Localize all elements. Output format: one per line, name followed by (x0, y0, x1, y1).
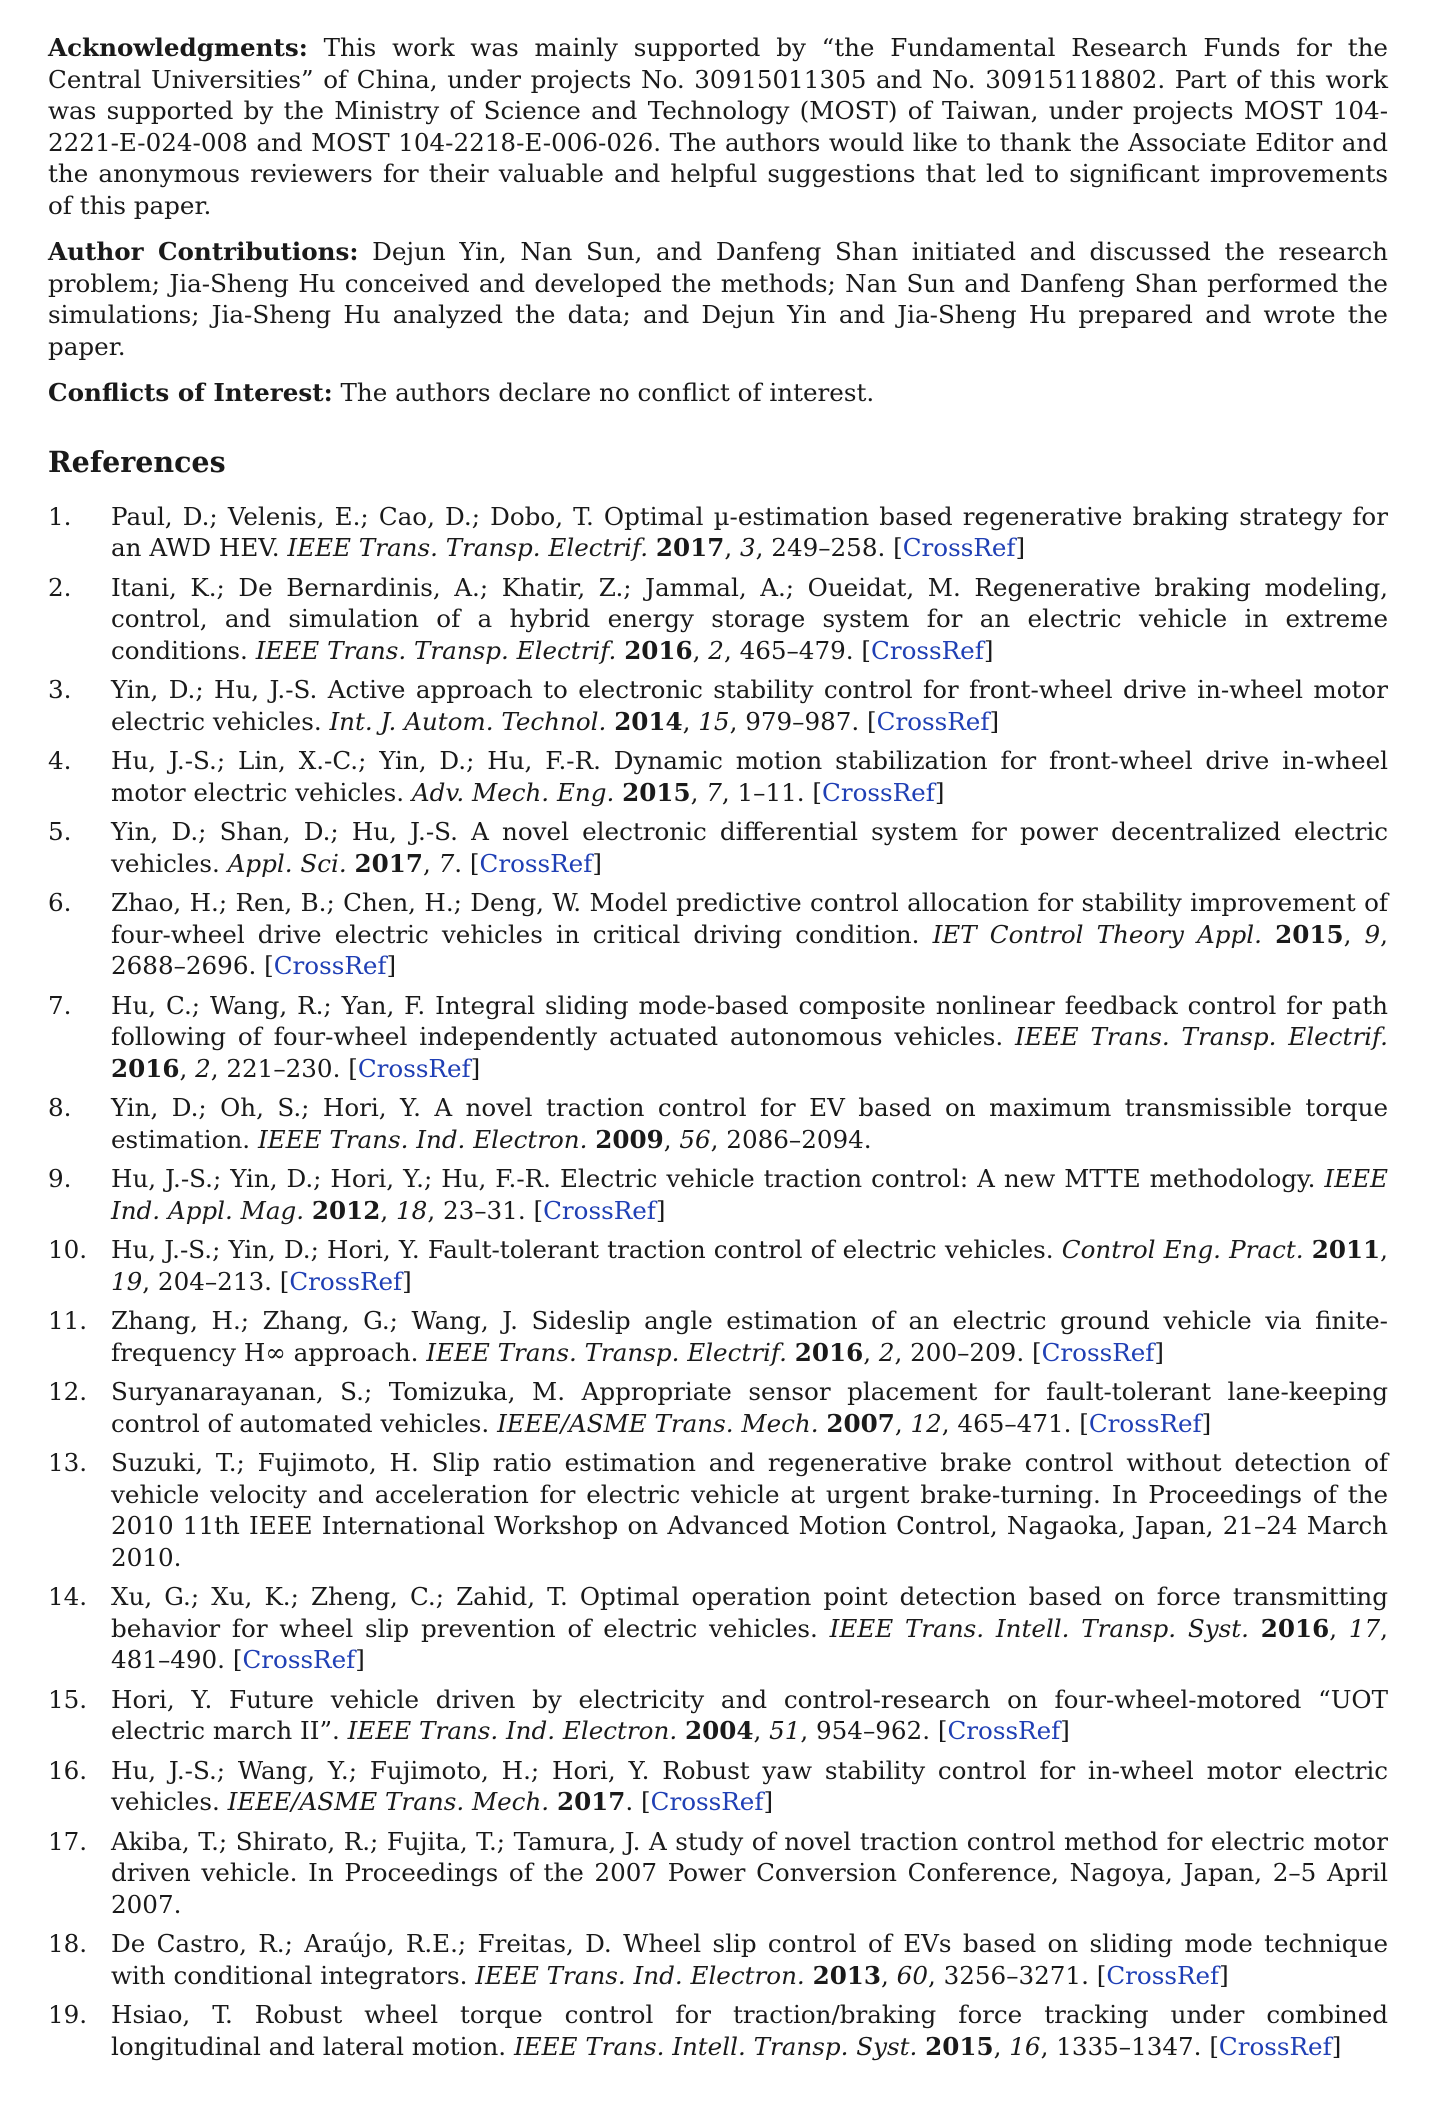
reference-year: 2009 (595, 1124, 664, 1154)
reference-year: 2012 (311, 1195, 381, 1225)
crossref-bracket: [ (264, 951, 274, 980)
reference-item: 10. Hu, J.-S.; Yin, D.; Hori, Y. Fault-tolerant traction control of electric vehicles. Control Eng. Pract. 2011, 19, 204–213. [CrossRef] (48, 1235, 1388, 1296)
reference-number: 14. (48, 1582, 88, 1611)
reference-number: 18. (48, 1929, 88, 1958)
reference-number: 2. (48, 572, 72, 602)
crossref-link[interactable]: CrossRef (650, 1787, 764, 1816)
reference-year: 2016 (624, 635, 693, 665)
author-contributions-paragraph (48, 236, 1388, 362)
reference-item: 4. Hu, J.-S.; Lin, X.-C.; Yin, D.; Hu, F.-R. Dynamic motion stabilization for front-wheel drive in-wheel motor electric vehicles. Adv. Mech. Eng. 2015, 7, 1–11. [CrossRef] (48, 746, 1388, 807)
reference-number: 7. (48, 990, 72, 1020)
reference-pages: , 954–962. (800, 1716, 938, 1745)
reference-year: 2015 (622, 777, 691, 807)
reference-number: 16. (48, 1755, 88, 1785)
reference-journal: IEEE Ind. Appl. Mag. (111, 1164, 1388, 1225)
reference-journal: Adv. Mech. Eng. (411, 777, 615, 807)
reference-text: Yin, D.; Hu, J.-S. Active approach to electronic stability control for front-wheel drive in-wheel motor electric vehicles. (111, 675, 1388, 736)
crossref-link[interactable]: CrossRef (357, 1053, 471, 1083)
reference-number: 4. (48, 746, 72, 775)
crossref-bracket: [ (1096, 1960, 1107, 1990)
author-contributions-label: Author Contributions: (48, 237, 359, 266)
reference-year: 2017 (655, 533, 725, 562)
crossref-bracket: [ (1079, 1408, 1089, 1438)
reference-year: 2017 (556, 1787, 626, 1816)
reference-item: 14. Xu, G.; Xu, K.; Zheng, C.; Zahid, T. Optimal operation point detection based on force transmitting behavior for wheel slip prevention of electric vehicles. IEEE Trans. Intell. Transp. Syst. 2016, 17, 481–490. [CrossRef] (48, 1582, 1388, 1674)
crossref-bracket: ] (1060, 1716, 1070, 1745)
crossref-bracket: ] (355, 1645, 365, 1674)
crossref-link[interactable]: CrossRef (273, 951, 387, 980)
crossref-bracket: ] (1201, 1408, 1212, 1438)
reference-volume: 51 (769, 1716, 801, 1745)
reference-text: Yin, D.; Shan, D.; Hu, J.-S. A novel electronic differential system for power decentralized electric vehicles. (111, 817, 1388, 878)
reference-item: 6. Zhao, H.; Ren, B.; Chen, H.; Deng, W. Model predictive control allocation for stability improvement of four-wheel drive electric vehicles in critical driving condition. IET Control Theory Appl. 2015, 9, 2688–2696. [CrossRef] (48, 888, 1388, 980)
crossref-bracket: ] (983, 635, 994, 665)
crossref-bracket: ] (655, 1195, 666, 1225)
reference-number: 5. (48, 817, 72, 846)
reference-year: 2016 (794, 1337, 864, 1367)
reference-text: Hu, C.; Wang, R.; Yan, F. Integral sliding mode-based composite nonlinear feedback control for path following of four-wheel independently actuated autonomous vehicles. (111, 990, 1388, 1051)
references-list (48, 501, 1388, 2063)
crossref-link[interactable]: CrossRef (543, 1195, 656, 1225)
crossref-link[interactable]: CrossRef (479, 848, 593, 878)
acknowledgments-text: This work was mainly supported by “the Fundamental Research Funds for the Central Universities” of China, under projects No. 30915011305 and No. 30915118802. Part of this work was supported by the Ministry of Science and Technology (MOST) of Taiwan, under projects MOST 104-2221-E-024-008 and MOST 104-2218-E-006-026. The authors would like to thank the Associate Editor and the anonymous reviewers for their valuable and helpful suggestions that led to significant improvements of this paper. (48, 33, 1388, 220)
reference-pages: , 3256–3271. (927, 1960, 1097, 1990)
reference-item: 15. Hori, Y. Future vehicle driven by electricity and control-research on four-wheel-motored “UOT electric march II”. IEEE Trans. Ind. Electron. 2004, 51, 954–962. [CrossRef] (48, 1684, 1388, 1745)
reference-year: 2007 (826, 1408, 895, 1438)
reference-item: 2. Itani, K.; De Bernardinis, A.; Khatir, Z.; Jammal, A.; Oueidat, M. Regenerative braking modeling, control, and simulation of a hybrid energy storage system for an electric vehicle in extreme conditions. IEEE Trans. Transp. Electrif. 2016, 2, 465–479. [CrossRef] (48, 572, 1388, 665)
reference-volume: 3 (740, 533, 756, 562)
reference-volume: 7 (438, 848, 455, 878)
reference-text: Hu, J.-S.; Wang, Y.; Fujimoto, H.; Hori, Y. Robust yaw stability control for in-wheel motor electric vehicles. (111, 1755, 1388, 1816)
reference-text: Akiba, T.; Shirato, R.; Fujita, T.; Tamura, J. A study of novel traction control method for electric motor driven vehicle. In Proceedings of the 2007 Power Conversion Conference, Nagoya, Japan, 2–5 April 2007. (111, 1826, 1388, 1919)
reference-text: Hu, J.-S.; Yin, D.; Hori, Y.; Hu, F.-R. Electric vehicle traction control: A new MTTE methodology. (111, 1164, 1325, 1193)
reference-pages: , 465–479. (723, 635, 862, 665)
crossref-bracket: [ (1209, 2031, 1219, 2061)
crossref-link[interactable]: CrossRef (1106, 1960, 1220, 1990)
acknowledgments-paragraph (48, 32, 1388, 221)
reference-pages: , 2086–2094. (710, 1124, 872, 1154)
reference-pages: , 481–490. (111, 1613, 1388, 1674)
crossref-bracket: ] (1331, 2031, 1342, 2061)
reference-number: 19. (48, 2000, 88, 2029)
reference-number: 12. (48, 1377, 88, 1406)
reference-number: 3. (48, 675, 72, 704)
reference-item: 3. Yin, D.; Hu, J.-S. Active approach to electronic stability control for front-wheel drive in-wheel motor electric vehicles. Int. J. Autom. Technol. 2014, 15, 979–987. [CrossRef] (48, 675, 1388, 736)
crossref-bracket: ] (1219, 1960, 1229, 1990)
crossref-bracket: [ (893, 533, 903, 562)
reference-journal: IEEE Trans. Intell. Transp. Syst. (829, 1613, 1249, 1643)
reference-item: 5. Yin, D.; Shan, D.; Hu, J.-S. A novel electronic differential system for power decentralized electric vehicles. Appl. Sci. 2017, 7. [CrossRef] (48, 817, 1388, 878)
reference-number: 13. (48, 1448, 88, 1477)
reference-year: 2014 (614, 706, 683, 736)
crossref-bracket: [ (533, 1195, 544, 1225)
reference-pages: , 221–230. (210, 1053, 349, 1083)
reference-year: 2013 (812, 1960, 882, 1990)
reference-number: 15. (48, 1684, 88, 1714)
reference-text: Yin, D.; Oh, S.; Hori, Y. A novel traction control for EV based on maximum transmissible torque estimation. (111, 1093, 1388, 1154)
reference-number: 11. (48, 1306, 88, 1335)
reference-journal: Control Eng. Pract. (1061, 1235, 1304, 1264)
crossref-bracket: ] (592, 848, 602, 878)
conflicts-label: Conflicts of Interest: (48, 378, 333, 407)
crossref-bracket: [ (861, 635, 871, 665)
crossref-link[interactable]: CrossRef (1088, 1408, 1202, 1438)
reference-journal: IEEE Trans. Transp. Electrif. (287, 533, 649, 562)
reference-text: De Castro, R.; Araújo, R.E.; Freitas, D. Wheel slip control of EVs based on sliding mode technique with conditional integrators. (111, 1929, 1388, 1990)
crossref-link[interactable]: CrossRef (871, 635, 984, 665)
reference-pages: . (625, 1787, 642, 1816)
reference-pages: . (454, 848, 470, 878)
reference-pages: , 465–471. (941, 1408, 1080, 1438)
reference-journal: IEEE Trans. Ind. Electron. (257, 1124, 588, 1154)
crossref-bracket: ] (470, 1053, 481, 1083)
reference-text: Zhao, H.; Ren, B.; Chen, H.; Deng, W. Model predictive control allocation for stability improvement of four-wheel drive electric vehicles in critical driving condition. (111, 888, 1388, 949)
reference-text: Hsiao, T. Robust wheel torque control for traction/braking force tracking under combined longitudinal and lateral motion. (111, 2000, 1388, 2061)
reference-volume: 18 (396, 1195, 428, 1225)
reference-number: 10. (48, 1235, 88, 1264)
reference-text: Hu, J.-S.; Yin, D.; Hori, Y. Fault-tolerant traction control of electric vehicles. (111, 1235, 1062, 1264)
reference-journal: Appl. Sci. (227, 848, 347, 878)
crossref-bracket: ] (934, 777, 945, 807)
reference-journal: IEEE Trans. Transp. Electrif. (1015, 1022, 1388, 1051)
reference-item: 19. Hsiao, T. Robust wheel torque control for traction/braking force tracking under combined longitudinal and lateral motion. IEEE Trans. Intell. Transp. Syst. 2015, 16, 1335–1347. [CrossRef] (48, 2000, 1388, 2061)
paper-page (48, 32, 1388, 2070)
reference-text: Xu, G.; Xu, K.; Zheng, C.; Zahid, T. Optimal operation point detection based on force transmitting behavior for wheel slip prevention of electric vehicles. (111, 1582, 1388, 1643)
crossref-link[interactable]: CrossRef (822, 777, 935, 807)
reference-text: Hu, J.-S.; Lin, X.-C.; Yin, D.; Hu, F.-R. Dynamic motion stabilization for front-wheel drive in-wheel motor electric vehicles. (111, 746, 1388, 807)
reference-item: 12. Suryanarayanan, S.; Tomizuka, M. Appropriate sensor placement for fault-tolerant lane-keeping control of automated vehicles. IEEE/ASME Trans. Mech. 2007, 12, 465–471. [CrossRef] (48, 1377, 1388, 1438)
reference-volume: 60 (896, 1960, 928, 1990)
reference-volume: 2 (195, 1053, 211, 1083)
crossref-link[interactable]: CrossRef (876, 706, 990, 736)
crossref-link[interactable]: CrossRef (902, 533, 1016, 562)
crossref-bracket: [ (812, 777, 823, 807)
reference-text: Zhang, H.; Zhang, G.; Wang, J. Sideslip angle estimation of an electric ground vehicle via finite-frequency H∞ approach. (111, 1306, 1388, 1367)
references-heading: References (48, 444, 226, 479)
reference-item (48, 1826, 1388, 1921)
reference-year: 2011 (1311, 1235, 1381, 1264)
crossref-link[interactable]: CrossRef (947, 1716, 1061, 1745)
reference-year: 2016 (111, 1053, 180, 1083)
crossref-link[interactable]: CrossRef (289, 1266, 403, 1296)
reference-journal: IEEE Trans. Transp. Electrif. (426, 1337, 787, 1367)
reference-pages: , 204–213. (142, 1266, 280, 1296)
reference-item: 7. Hu, C.; Wang, R.; Yan, F. Integral sliding mode-based composite nonlinear feedback control for path following of four-wheel independently actuated autonomous vehicles. IEEE Trans. Transp. Electrif. 2016, 2, 221–230. [CrossRef] (48, 990, 1388, 1083)
reference-item: 11. Zhang, H.; Zhang, G.; Wang, J. Sideslip angle estimation of an electric ground vehicle via finite-frequency H∞ approach. IEEE Trans. Transp. Electrif. 2016, 2, 200–209. [CrossRef] (48, 1306, 1388, 1367)
reference-item: 8. Yin, D.; Oh, S.; Hori, Y. A novel traction control for EV based on maximum transmissible torque estimation. IEEE Trans. Ind. Electron. 2009, 56, 2086–2094. (48, 1093, 1388, 1154)
reference-item: 9. Hu, J.-S.; Yin, D.; Hori, Y.; Hu, F.-R. Electric vehicle traction control: A new MTTE methodology. IEEE Ind. Appl. Mag. 2012, 18, 23–31. [CrossRef] (48, 1164, 1388, 1225)
crossref-bracket: ] (763, 1787, 774, 1816)
reference-volume: 19 (111, 1266, 143, 1296)
reference-pages: , 1335–1347. (1040, 2031, 1210, 2061)
reference-year: 2004 (684, 1716, 754, 1745)
crossref-bracket: [ (641, 1787, 651, 1816)
reference-journal: IEEE Trans. Intell. Transp. Syst. (513, 2031, 918, 2061)
reference-item (48, 1755, 1388, 1818)
reference-journal: IEEE Trans. Ind. Electron. (475, 1960, 805, 1990)
reference-year: 2015 (1275, 919, 1344, 949)
reference-pages: , 200–209. (894, 1337, 1032, 1367)
reference-number: 8. (48, 1093, 72, 1122)
reference-volume: 15 (698, 706, 730, 736)
reference-pages: , 23–31. (427, 1195, 534, 1225)
conflicts-paragraph (48, 377, 1388, 409)
reference-item (48, 1447, 1388, 1573)
reference-journal: IEEE/ASME Trans. Mech. (227, 1787, 550, 1816)
crossref-bracket: [ (348, 1053, 358, 1083)
reference-number: 17. (48, 1826, 88, 1856)
reference-year: 2015 (925, 2031, 994, 2061)
reference-volume: 2 (708, 635, 724, 665)
crossref-bracket: ] (989, 706, 1000, 736)
crossref-link[interactable]: CrossRef (1218, 2031, 1332, 2061)
reference-pages: , 979–987. (729, 706, 868, 736)
crossref-bracket: [ (867, 706, 877, 736)
reference-volume: 12 (910, 1408, 942, 1438)
reference-pages: , 1–11. (721, 777, 813, 807)
author-contributions-text: Dejun Yin, Nan Sun, and Danfeng Shan initiated and discussed the research problem; Jia-Sheng Hu conceived and developed the methods; Nan Sun and Danfeng Shan performed the simulations; Jia-Sheng Hu analyzed the data; and Dejun Yin and Jia-Sheng Hu prepared and wrote the paper. (48, 237, 1388, 361)
reference-volume: 17 (1348, 1613, 1381, 1643)
crossref-bracket: [ (232, 1645, 243, 1674)
reference-year: 2016 (1260, 1613, 1330, 1643)
reference-volume: 7 (706, 777, 722, 807)
reference-item: 18. De Castro, R.; Araújo, R.E.; Freitas, D. Wheel slip control of EVs based on sliding mode technique with conditional integrators. IEEE Trans. Ind. Electron. 2013, 60, 3256–3271. [CrossRef] (48, 1929, 1388, 1990)
crossref-link[interactable]: CrossRef (1041, 1337, 1155, 1367)
reference-volume: 9 (1364, 919, 1381, 949)
crossref-bracket: [ (937, 1716, 948, 1745)
reference-text: Paul, D.; Velenis, E.; Cao, D.; Dobo, T. Optimal µ-estimation based regenerative braking strategy for an AWD HEV. (111, 501, 1388, 562)
crossref-bracket: ] (386, 951, 397, 980)
reference-volume: 16 (1009, 2031, 1041, 2061)
reference-text: Hori, Y. Future vehicle driven by electricity and control-research on four-wheel-motored “UOT electric march II”. (111, 1684, 1388, 1745)
reference-number: 9. (48, 1164, 72, 1193)
reference-text: Suryanarayanan, S.; Tomizuka, M. Appropriate sensor placement for fault-tolerant lane-keeping control of automated vehicles. (111, 1377, 1388, 1438)
reference-journal: IEEE/ASME Trans. Mech. (497, 1408, 819, 1438)
crossref-bracket: [ (469, 848, 480, 878)
crossref-bracket: [ (279, 1266, 290, 1296)
crossref-link[interactable]: CrossRef (242, 1645, 356, 1674)
reference-volume: 2 (878, 1337, 895, 1367)
reference-number: 1. (48, 501, 72, 531)
reference-journal: IEEE Trans. Ind. Electron. (347, 1716, 678, 1745)
crossref-bracket: ] (1015, 533, 1026, 562)
reference-item: 1. Paul, D.; Velenis, E.; Cao, D.; Dobo, T. Optimal µ-estimation based regenerative braking strategy for an AWD HEV. IEEE Trans. Transp. Electrif. 2017, 3, 249–258. [CrossRef] (48, 501, 1388, 562)
reference-pages: , 2688–2696. (111, 919, 1388, 980)
crossref-bracket: ] (1154, 1337, 1164, 1367)
crossref-bracket: [ (1031, 1337, 1042, 1367)
reference-journal: IEEE Trans. Transp. Electrif. (255, 635, 617, 665)
reference-journal: Int. J. Autom. Technol. (329, 706, 607, 736)
reference-text: Itani, K.; De Bernardinis, A.; Khatir, Z.; Jammal, A.; Oueidat, M. Regenerative braking modeling, control, and simulation of a hybrid energy storage system for an electric vehicle in extreme conditions. (111, 572, 1388, 665)
reference-year: 2017 (354, 848, 423, 878)
reference-text: Suzuki, T.; Fujimoto, H. Slip ratio estimation and regenerative brake control without detection of vehicle velocity and acceleration for electric vehicle at urgent brake-turning. In Proceedings of the 2010 11th IEEE International Workshop on Advanced Motion Control, Nagaoka, Japan, 21–24 March 2010. (111, 1448, 1388, 1572)
reference-volume: 56 (679, 1124, 711, 1154)
reference-journal: IET Control Theory Appl. (932, 919, 1262, 949)
crossref-bracket: ] (402, 1266, 412, 1296)
reference-pages: , 249–258. (755, 533, 894, 562)
acknowledgments-label: Acknowledgments: (48, 33, 308, 62)
conflicts-text: The authors declare no conflict of interest. (332, 378, 875, 407)
reference-number: 6. (48, 888, 72, 917)
